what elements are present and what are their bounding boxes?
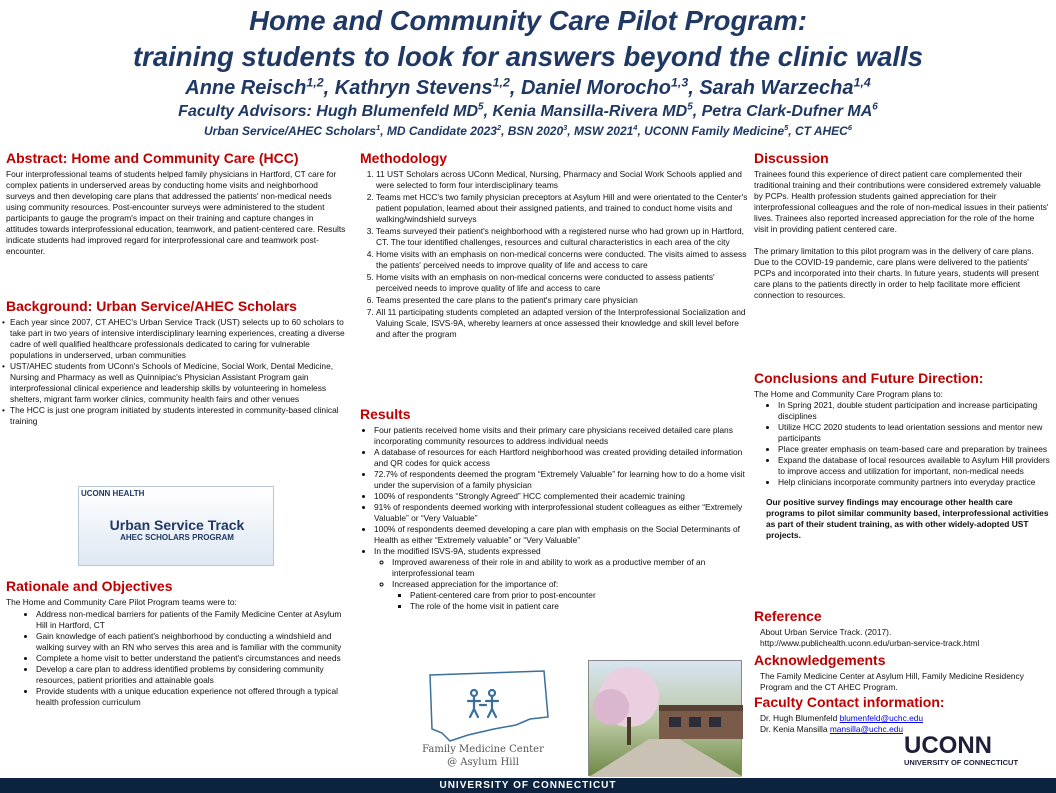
rationale-heading: Rationale and Objectives bbox=[6, 578, 173, 594]
background-heading: Background: Urban Service/AHEC Scholars bbox=[6, 298, 297, 314]
affiliation-list: Urban Service/AHEC Scholars$^1$, MD Candidate 2023$^2$, BSN 2020$^3$, MSW 2021$^4$, UCONN Family Medicine$^5$, CT AHEC$^6$ bbox=[204, 123, 852, 138]
affiliation-name: MD Candidate 2023 bbox=[386, 124, 497, 138]
fmc-caption bbox=[398, 743, 568, 769]
affiliation-name: Urban Service/AHEC Scholars bbox=[204, 124, 377, 138]
affiliation-number: 3 bbox=[563, 123, 568, 132]
affiliation-number: 1 bbox=[376, 123, 381, 132]
conclusions-section bbox=[754, 370, 1050, 541]
list-item: • Each year since 2007, CT AHEC's Urban Service Track (UST) selects up to 60 scholars to take part in two years of intensive interdisciplinary learning experiences, creating a diverse cadre of well qualified healthcare professionals dedicated to caring for vulnerable populations in underserved, urban communities bbox=[2, 317, 346, 361]
reference-line1: About Urban Service Track. (2017). bbox=[760, 627, 892, 637]
list-item: • Gain knowledge of each patient's neighborhood by conducting a windshield and walking survey with an RN who serves this area and is familiar with the community bbox=[36, 631, 346, 653]
advisor-list: Faculty Advisors: Hugh Blumenfeld $MD^5$, Kenia Mansilla-Rivera $MD^5$, Petra Clark-Dufner $MA^6$ bbox=[178, 101, 878, 120]
list-item: • In Spring 2021, double student participation and increase participating disciplines bbox=[778, 400, 1050, 422]
conclusions-closing: Our positive survey findings may encourage other health care programs to pilot similar community based, interprofessional activities as part of their student training, as with other widely-adopted UST projects. bbox=[766, 497, 1049, 540]
affiliation-number: 2 bbox=[496, 123, 502, 132]
conclusions-list bbox=[754, 400, 1050, 488]
contact-name: Dr. Hugh Blumenfeld bbox=[760, 713, 840, 723]
abstract-section bbox=[6, 150, 346, 257]
contact-email-link[interactable]: mansilla@uchc.edu bbox=[829, 724, 904, 734]
acknowledgements-section bbox=[754, 652, 1050, 693]
affiliation-name: CT AHEC bbox=[794, 124, 848, 138]
reference-section bbox=[754, 608, 1050, 649]
discussion-section bbox=[754, 150, 1050, 301]
rationale-section bbox=[6, 578, 346, 708]
list-item: • 72.7% of respondents deemed the program “Extremely Valuable” for learning how to do a home visit under the supervision of a family physician bbox=[374, 469, 750, 491]
advisor-name: Petra Clark-Dufner MA bbox=[701, 103, 873, 120]
conclusions-heading: Conclusions and Future Direction: bbox=[754, 370, 984, 386]
author-name: Sarah Warzecha bbox=[699, 77, 854, 99]
affiliation-number: 5 bbox=[784, 123, 789, 132]
urban-service-track-logo bbox=[78, 486, 274, 566]
building-photo-illustration bbox=[589, 661, 743, 777]
advisor-affiliation: 5 bbox=[478, 101, 484, 113]
results-heading: Results bbox=[360, 406, 411, 422]
connecticut-outline-icon bbox=[398, 667, 568, 743]
contact-section bbox=[754, 694, 1050, 735]
uconn-health-label: UCONN HEALTH bbox=[81, 489, 145, 498]
list-item bbox=[392, 579, 750, 612]
family-medicine-center-logo bbox=[398, 667, 568, 777]
list-item: 2. Teams met HCC's two family physician preceptors at Asylum Hill and were orientated to the Center's patient population, learned about their assigned patients, and trained to conduct home visits and walking/windshield surveys bbox=[376, 192, 750, 225]
affiliation-name: BSN 2020 bbox=[507, 124, 564, 138]
methodology-list bbox=[360, 169, 750, 340]
list-item: 6. Teams presented the care plans to the patient's primary care physician bbox=[376, 295, 750, 306]
affiliation-number: 6 bbox=[847, 123, 852, 132]
list-item: 5. Home visits with an emphasis on non-medical concerns were conducted to assess patients' perceived needs to improve quality of life and access to care bbox=[376, 272, 750, 294]
results-section bbox=[360, 406, 750, 612]
poster-title-line1: Home and Community Care Pilot Program: bbox=[249, 5, 807, 36]
methodology-section bbox=[360, 150, 750, 341]
list-item: ▪ The role of the home visit in patient care bbox=[410, 601, 750, 612]
methodology-heading: Methodology bbox=[360, 150, 448, 166]
conclusions-intro: The Home and Community Care Program plans to: bbox=[754, 389, 943, 399]
list-item: • Utilize HCC 2020 students to lead orientation sessions and mentor new participants bbox=[778, 422, 1050, 444]
affiliation-name: UCONN Family Medicine bbox=[644, 124, 785, 138]
discussion-heading: Discussion bbox=[754, 150, 829, 166]
list-item: • Develop a care plan to address identified problems by considering community resources, patient priorities and attainable goals bbox=[36, 664, 346, 686]
acknowledgements-text: The Family Medicine Center at Asylum Hill, Family Medicine Residency Program and the CT AHEC Program. bbox=[760, 671, 1024, 692]
list-item: • Expand the database of local resources available to Asylum Hill providers to improve access and utilization for important, non-medical needs bbox=[778, 455, 1050, 477]
list-item: • Address non-medical barriers for patients of the Family Medicine Center at Asylum Hill in Hartford, CT bbox=[36, 609, 346, 631]
list-item-text: Increased appreciation for the importance of: bbox=[392, 579, 559, 589]
author-list: Anne Reisch$^{1,2}$, Kathryn Stevens$^{1,2}$, Daniel Morocho$^{1,3}$, Sarah Warzecha$^{1,4}$ bbox=[185, 75, 871, 99]
advisor-name: Hugh Blumenfeld MD bbox=[316, 103, 479, 120]
rationale-intro: The Home and Community Care Pilot Program teams were to: bbox=[6, 597, 237, 607]
uconn-logo bbox=[904, 734, 1038, 767]
list-item: ▪ Patient-centered care from prior to post-encounter bbox=[410, 590, 750, 601]
uconn-logo-subtext: UNIVERSITY OF CONNECTICUT bbox=[904, 758, 1019, 767]
building-photo bbox=[588, 660, 742, 776]
uconn-logo-wordmark: UCONN bbox=[904, 732, 992, 759]
author-affiliation: 1,3 bbox=[670, 75, 689, 90]
list-item bbox=[374, 546, 750, 612]
results-list bbox=[360, 425, 750, 612]
reference-heading: Reference bbox=[754, 608, 822, 624]
advisors-prefix: Faculty Advisors: bbox=[178, 103, 317, 120]
affiliation-number: 4 bbox=[633, 123, 638, 132]
contact-person bbox=[760, 713, 1050, 724]
list-item: • 100% of respondents “Strongly Agreed” HCC complemented their academic training bbox=[374, 491, 750, 502]
background-section bbox=[6, 298, 346, 427]
author-affiliation: 1,2 bbox=[306, 75, 324, 90]
advisor-affiliation: 6 bbox=[872, 101, 878, 113]
list-item: • UST/AHEC students from UConn's Schools of Medicine, Social Work, Dental Medicine, Nursing and Pharmacy as well as Quinnipiac's Physician Assistant Program gain interprofessional clinical experience and leadership skills by volunteering in homeless shelters, migrant farm worker clinics, community health fairs and other venues bbox=[2, 361, 346, 405]
author-name: Anne Reisch bbox=[185, 77, 307, 99]
background-list bbox=[6, 317, 346, 427]
list-item-text: In the modified ISVS-9A, students expressed bbox=[374, 546, 541, 556]
footer-bar bbox=[0, 778, 1056, 793]
list-item: • Complete a home visit to better understand the patient's circumstances and needs bbox=[36, 653, 346, 664]
author-name: Daniel Morocho bbox=[520, 77, 671, 99]
list-item: • 100% of respondents deemed developing a care plan with emphasis on the Social Determinants of Health as either “Extremely valuable” or “Very Valuable” bbox=[374, 524, 750, 546]
poster-title-line2: training students to look for answers beyond the clinic walls bbox=[133, 41, 923, 72]
abstract-heading: Abstract: Home and Community Care (HCC) bbox=[6, 150, 299, 166]
list-item: • Help clinicians incorporate community partners into everyday practice bbox=[778, 477, 1050, 488]
footer-text: UNIVERSITY OF CONNECTICUT bbox=[439, 780, 617, 791]
list-item: • Place greater emphasis on team-based care and preparation by trainees bbox=[778, 444, 1050, 455]
list-item: 4. Home visits with an emphasis on non-medical concerns were conducted. The visits aimed to assess the patients' perceived needs to improve quality of life and access to care bbox=[376, 249, 750, 271]
results-subsublist bbox=[392, 590, 750, 612]
list-item: • A database of resources for each Hartford neighborhood was created providing detailed information and QR codes for quick access bbox=[374, 447, 750, 469]
contact-email-link[interactable]: blumenfeld@uchc.edu bbox=[839, 713, 924, 723]
author-affiliation: 1,2 bbox=[492, 75, 510, 90]
discussion-paragraph-2: The primary limitation to this pilot program was in the delivery of care plans. Due to the COVID-19 pandemic, care plans were delivered to the patients' PCPs and incorporated into their charts. In future years, students will present care plans to the patients directly in order to help facilitate more efficient connection to resources. bbox=[754, 246, 1039, 300]
results-sublist bbox=[374, 557, 750, 612]
author-affiliation: 1,4 bbox=[853, 75, 871, 90]
discussion-paragraph-1: Trainees found this experience of direct patient care complemented their traditional training and their contributions were considered extremely valuable by PCPs. Health profession students gained appreciation for their interprofessional colleagues and the role of non-medical issues in their patients' lives. Trainees also reported increased appreciation for the role of the home visit in providing patient centered care. bbox=[754, 169, 1049, 234]
list-item: 7. All 11 participating students completed an adapted version of the Interprofessional Socialization and Valuing Scale, ISVS-9A, whereby learners at once assessed their knowledge and skill level before and after the program bbox=[376, 307, 750, 340]
logo-main-text: Urban Service Track bbox=[109, 517, 245, 533]
list-item: ◦ Improved awareness of their role in and ability to work as a productive member of an interprofessional team bbox=[392, 557, 750, 579]
reference-line2: http://www.publichealth.uconn.edu/urban-service-track.html bbox=[760, 638, 980, 648]
list-item: • The HCC is just one program initiated by students interested in community-based clinical training bbox=[2, 405, 346, 427]
poster-header bbox=[0, 0, 1056, 148]
list-item: • Four patients received home visits and their primary care physicians received detailed care plans incorporating community resources to address individual needs bbox=[374, 425, 750, 447]
affiliation-name: MSW 2021 bbox=[573, 124, 634, 138]
acknowledgements-heading: Acknowledgements bbox=[754, 652, 886, 668]
list-item: • Provide students with a unique education experience not offered through a typical health profession curriculum bbox=[36, 686, 346, 708]
advisor-name: Kenia Mansilla-Rivera MD bbox=[492, 103, 688, 120]
contact-heading: Faculty Contact information: bbox=[754, 694, 945, 710]
rationale-list bbox=[6, 609, 346, 708]
list-item: 3. Teams surveyed their patient's neighborhood with a registered nurse who had grown up in Hartford, CT. The tour identified challenges, resources and cultural characteristics in each area of the city bbox=[376, 226, 750, 248]
fmc-caption-line1: Family Medicine Center bbox=[422, 744, 544, 755]
contact-name: Dr. Kenia Mansilla bbox=[760, 724, 830, 734]
abstract-text: Four interprofessional teams of students helped family physicians in Hartford, CT care for complex patients in underserved areas by conducting home visits and neighborhood surveys and then developing care plans that addressed the patients' non-medical needs using community resources. Post-encounter surveys were administered to the student participants to gauge the program's impact on their training and capture changes in attitudes towards interprofessional education, teamwork, and patient-centered care. Results indicate students had improved regard for interprofessional care and teamwork post-encounter. bbox=[6, 169, 346, 256]
logo-sub-text: AHEC SCHOLARS PROGRAM bbox=[120, 533, 234, 542]
author-name: Kathryn Stevens bbox=[334, 77, 493, 99]
list-item: • 91% of respondents deemed working with interprofessional student colleagues as either “Extremely Valuable” or “Very Valuable” bbox=[374, 502, 750, 524]
advisor-affiliation: 5 bbox=[687, 101, 693, 113]
fmc-caption-line2: @ Asylum Hill bbox=[447, 757, 519, 768]
list-item: 1. 11 UST Scholars across UConn Medical, Nursing, Pharmacy and Social Work Schools applied and were selected to form four interdisciplinary teams bbox=[376, 169, 750, 191]
